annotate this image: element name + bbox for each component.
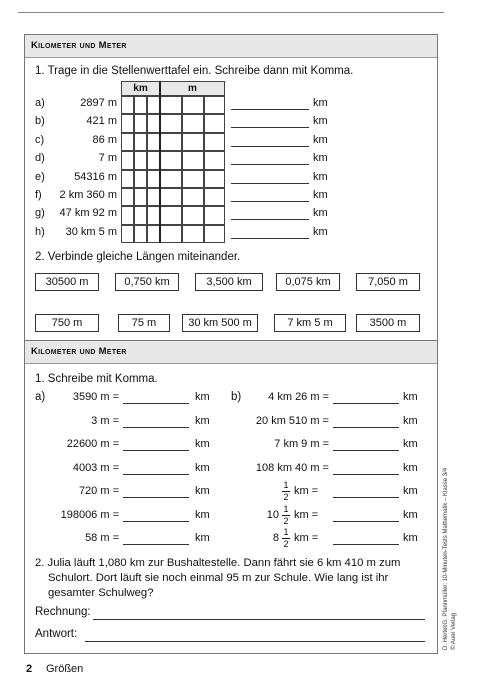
row-letter: b) bbox=[35, 115, 45, 128]
answer-line[interactable] bbox=[333, 521, 399, 522]
rechnung-label: Rechnung: bbox=[35, 606, 91, 618]
answer-line[interactable] bbox=[123, 544, 189, 545]
table-cell[interactable] bbox=[160, 188, 182, 206]
numerator: 1 bbox=[283, 503, 289, 514]
table-cell[interactable] bbox=[134, 225, 147, 243]
card-kilometer-meter-2 bbox=[24, 340, 438, 654]
table-cell[interactable] bbox=[134, 151, 147, 169]
antwort-label: Antwort: bbox=[35, 628, 78, 640]
unit-km: km bbox=[195, 508, 210, 521]
table-cell[interactable] bbox=[204, 96, 225, 114]
card-kilometer-meter-1 bbox=[24, 34, 438, 342]
right-value: 108 km 40 m = bbox=[255, 461, 329, 474]
table-cell[interactable] bbox=[204, 188, 225, 206]
table-cell[interactable] bbox=[121, 151, 134, 169]
fraction bbox=[282, 481, 290, 502]
unit-km: km bbox=[403, 461, 418, 474]
unit-km: km bbox=[403, 532, 418, 544]
fraction bbox=[282, 528, 290, 549]
row-letter: g) bbox=[35, 207, 45, 220]
table-divider bbox=[159, 81, 161, 243]
length-box[interactable]: 30500 m bbox=[35, 273, 99, 291]
numerator: 1 bbox=[283, 480, 289, 490]
row-value: 7 m bbox=[98, 152, 117, 165]
fraction-suffix: km = bbox=[294, 485, 319, 497]
left-value: 22600 m = bbox=[66, 438, 119, 450]
left-value: 720 m = bbox=[78, 485, 119, 497]
task-2-line-3: gesamter Schulweg? bbox=[48, 587, 154, 599]
task-2-line-2: Schulort. Dort läuft sie noch einmal 95 m zur Schule. Wie lang ist ihr bbox=[48, 572, 389, 584]
table-cell[interactable] bbox=[182, 225, 204, 243]
denominator: 2 bbox=[283, 515, 289, 526]
task-2-line-1: 2. Julia läuft 1,080 km zur Bushaltestelle. Dann fährt sie 6 km 410 m zum bbox=[35, 557, 401, 569]
row-value: 30 km 5 m bbox=[65, 225, 117, 238]
table-cell[interactable] bbox=[121, 170, 134, 188]
answer-line[interactable] bbox=[123, 403, 189, 404]
answer-line[interactable] bbox=[231, 219, 309, 220]
whole-number: 8 bbox=[272, 532, 279, 544]
length-box[interactable]: 0,750 km bbox=[115, 273, 179, 291]
table-header-km: km bbox=[121, 81, 160, 96]
length-box[interactable]: 0,075 km bbox=[276, 273, 340, 291]
row-value: 86 m bbox=[92, 133, 117, 146]
table-cell[interactable] bbox=[182, 96, 204, 114]
table-cell[interactable] bbox=[182, 206, 204, 224]
label-a: a) bbox=[35, 391, 46, 403]
length-box[interactable]: 30 km 500 m bbox=[182, 314, 258, 332]
table-cell[interactable] bbox=[134, 133, 147, 151]
right-value: 4 km 26 m = bbox=[268, 391, 329, 403]
task-1-text-2: 1. Schreibe mit Komma. bbox=[35, 373, 158, 385]
table-cell[interactable] bbox=[204, 225, 225, 243]
answer-line[interactable] bbox=[123, 450, 189, 451]
left-value: 4003 m = bbox=[72, 461, 119, 474]
table-cell[interactable] bbox=[121, 188, 134, 206]
length-box[interactable]: 75 m bbox=[118, 314, 170, 332]
left-value: 58 m = bbox=[85, 532, 119, 544]
answer-line[interactable] bbox=[231, 146, 309, 147]
answer-line[interactable] bbox=[333, 450, 399, 451]
unit-km: km bbox=[195, 438, 210, 450]
rechnung-line[interactable] bbox=[93, 619, 425, 620]
table-cell[interactable] bbox=[134, 188, 147, 206]
table-cell[interactable] bbox=[182, 170, 204, 188]
table-cell[interactable] bbox=[204, 114, 225, 132]
answer-line[interactable] bbox=[123, 497, 189, 498]
place-value-table bbox=[121, 81, 225, 243]
fraction bbox=[282, 505, 290, 526]
fraction-row bbox=[239, 481, 329, 501]
unit-km: km bbox=[313, 152, 328, 165]
answer-line[interactable] bbox=[231, 109, 309, 110]
answer-line[interactable] bbox=[333, 474, 399, 475]
table-cell[interactable] bbox=[160, 225, 182, 243]
row-letter: a) bbox=[35, 97, 45, 109]
table-cell[interactable] bbox=[134, 96, 147, 114]
answer-line[interactable] bbox=[231, 127, 309, 128]
table-cell[interactable] bbox=[160, 114, 182, 132]
row-letter: e) bbox=[35, 170, 45, 183]
page-number: 2 bbox=[26, 663, 33, 675]
right-value: 7 km 9 m = bbox=[274, 438, 329, 450]
card-heading-bar-2 bbox=[25, 341, 437, 364]
table-header-m: m bbox=[160, 81, 225, 96]
table-cell[interactable] bbox=[160, 133, 182, 151]
unit-km: km bbox=[403, 391, 418, 403]
table-cell[interactable] bbox=[134, 170, 147, 188]
credit-line-2: © Auer Verlag bbox=[451, 612, 457, 650]
fraction-suffix: km = bbox=[294, 532, 319, 544]
row-letter: h) bbox=[35, 225, 45, 238]
card-heading-bar bbox=[25, 35, 437, 58]
unit-km: km bbox=[313, 207, 328, 220]
length-box[interactable]: 3500 m bbox=[356, 314, 420, 332]
table-cell[interactable] bbox=[182, 151, 204, 169]
table-cell[interactable] bbox=[121, 96, 134, 114]
unit-km: km bbox=[313, 115, 328, 128]
numerator: 1 bbox=[283, 527, 289, 537]
table-cell[interactable] bbox=[182, 114, 204, 132]
unit-km: km bbox=[195, 414, 210, 427]
answer-line[interactable] bbox=[333, 403, 399, 404]
unit-km: km bbox=[403, 508, 418, 521]
answer-line[interactable] bbox=[333, 427, 399, 428]
whole-number: 10 bbox=[266, 508, 279, 521]
table-cell[interactable] bbox=[134, 114, 147, 132]
answer-line[interactable] bbox=[123, 521, 189, 522]
answer-line[interactable] bbox=[123, 474, 189, 475]
left-value: 3590 m = bbox=[72, 391, 119, 403]
card-heading-2: Kilometer und Meter bbox=[31, 346, 127, 357]
length-box[interactable]: 7,050 m bbox=[356, 273, 420, 291]
task-1-text: 1. Trage in die Stellenwerttafel ein. Schreibe dann mit Komma. bbox=[35, 65, 354, 77]
unit-km: km bbox=[313, 133, 328, 146]
table-cell[interactable] bbox=[204, 151, 225, 169]
length-box[interactable]: 3,500 km bbox=[195, 273, 263, 291]
table-cell[interactable] bbox=[160, 151, 182, 169]
table-cell[interactable] bbox=[204, 206, 225, 224]
fraction-row bbox=[239, 528, 329, 548]
length-box[interactable]: 750 m bbox=[35, 314, 99, 332]
table-cell[interactable] bbox=[121, 133, 134, 151]
row-value: 54316 m bbox=[74, 170, 117, 183]
unit-km: km bbox=[313, 189, 328, 201]
table-cell[interactable] bbox=[121, 206, 134, 224]
unit-km: km bbox=[313, 225, 328, 238]
answer-line[interactable] bbox=[231, 164, 309, 165]
denominator: 2 bbox=[283, 539, 289, 549]
fraction-suffix: km = bbox=[294, 508, 319, 521]
table-cell[interactable] bbox=[204, 170, 225, 188]
table-cell[interactable] bbox=[134, 206, 147, 224]
table-cell[interactable] bbox=[182, 133, 204, 151]
row-value: 2897 m bbox=[80, 97, 117, 109]
footer-section: Größen bbox=[46, 663, 84, 675]
label-b: b) bbox=[231, 391, 242, 403]
row-value: 2 km 360 m bbox=[59, 189, 117, 201]
answer-line[interactable] bbox=[333, 544, 399, 545]
unit-km: km bbox=[403, 414, 418, 427]
answer-line[interactable] bbox=[123, 427, 189, 428]
antwort-line[interactable] bbox=[85, 641, 425, 642]
table-cell[interactable] bbox=[182, 188, 204, 206]
unit-km: km bbox=[403, 485, 418, 497]
unit-km: km bbox=[403, 438, 418, 450]
table-cell[interactable] bbox=[121, 114, 134, 132]
table-cell[interactable] bbox=[160, 170, 182, 188]
answer-line[interactable] bbox=[333, 497, 399, 498]
table-cell[interactable] bbox=[121, 225, 134, 243]
row-value: 47 km 92 m bbox=[59, 207, 117, 220]
answer-line[interactable] bbox=[231, 183, 309, 184]
left-value: 3 m = bbox=[91, 414, 119, 427]
fraction-row bbox=[239, 505, 329, 525]
length-box[interactable]: 7 km 5 m bbox=[274, 314, 346, 332]
credit-line-1: D. Hertel/G. Pfannmüller: 10-Minuten-Tests Mathematik – Klasse 3/4 bbox=[443, 467, 449, 650]
unit-km: km bbox=[195, 461, 210, 474]
unit-km: km bbox=[195, 391, 210, 403]
table-cell[interactable] bbox=[204, 133, 225, 151]
left-value: 198006 m = bbox=[60, 508, 119, 521]
row-value: 421 m bbox=[86, 115, 117, 128]
answer-line[interactable] bbox=[231, 201, 309, 202]
top-rule bbox=[18, 12, 444, 13]
unit-km: km bbox=[195, 532, 210, 544]
card-heading: Kilometer und Meter bbox=[31, 40, 127, 51]
row-letter: f) bbox=[35, 189, 42, 201]
unit-km: km bbox=[195, 485, 210, 497]
unit-km: km bbox=[313, 97, 328, 109]
right-value: 20 km 510 m = bbox=[255, 414, 329, 427]
answer-line[interactable] bbox=[231, 238, 309, 239]
task-2-text: 2. Verbinde gleiche Längen miteinander. bbox=[35, 251, 241, 263]
row-letter: c) bbox=[35, 133, 45, 146]
table-cell[interactable] bbox=[160, 96, 182, 114]
table-cell[interactable] bbox=[160, 206, 182, 224]
row-letter: d) bbox=[35, 152, 45, 165]
denominator: 2 bbox=[283, 492, 289, 502]
unit-km: km bbox=[313, 170, 328, 183]
